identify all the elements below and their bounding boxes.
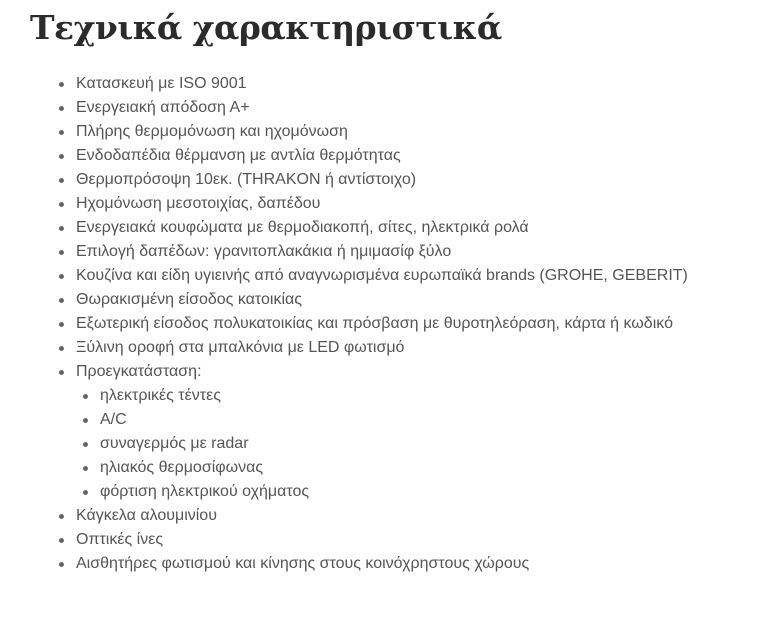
list-item: Οπτικές ίνες xyxy=(0,528,770,552)
list-item: Ενεργειακά κουφώματα με θερμοδιακοπή, σίτες, ηλεκτρικά ρολά xyxy=(0,216,770,240)
list-item: Κατασκευή με ISO 9001 xyxy=(0,72,770,96)
sub-list-item: φόρτιση ηλεκτρικού οχήματος xyxy=(76,480,770,504)
features-list xyxy=(0,72,770,576)
preinstall-label: Προεγκατάσταση: xyxy=(76,363,202,380)
list-item: Ενεργειακή απόδοση Α+ xyxy=(0,96,770,120)
list-item: Εξωτερική είσοδος πολυκατοικίας και πρόσβαση με θυροτηλεόραση, κάρτα ή κωδικό xyxy=(0,312,770,336)
list-item: Κουζίνα και είδη υγιεινής από αναγνωρισμένα ευρωπαϊκά brands (GROHE, GEBERIT) xyxy=(0,264,770,288)
list-item: Αισθητήρες φωτισμού και κίνησης στους κοινόχρηστους χώρους xyxy=(0,552,770,576)
page-title: Τεχνικά χαρακτηριστικά xyxy=(30,8,502,47)
preinstall-sublist xyxy=(76,384,770,504)
list-item: Πλήρης θερμομόνωση και ηχομόνωση xyxy=(0,120,770,144)
list-item: Κάγκελα αλουμινίου xyxy=(0,504,770,528)
list-item: Θερμοπρόσοψη 10εκ. (THRAKON ή αντίστοιχο) xyxy=(0,168,770,192)
list-item: Θωρακισμένη είσοδος κατοικίας xyxy=(0,288,770,312)
list-item: Ηχομόνωση μεσοτοιχίας, δαπέδου xyxy=(0,192,770,216)
sub-list-item: A/C xyxy=(76,408,770,432)
sub-list-item: ηλεκτρικές τέντες xyxy=(76,384,770,408)
list-item: Ξύλινη οροφή στα μπαλκόνια με LED φωτισμό xyxy=(0,336,770,360)
sub-list-item: συναγερμός με radar xyxy=(76,432,770,456)
sub-list-item: ηλιακός θερμοσίφωνας xyxy=(76,456,770,480)
list-item: Επιλογή δαπέδων: γρανιτοπλακάκια ή ημιμασίφ ξύλο xyxy=(0,240,770,264)
list-item: Ενδοδαπέδια θέρμανση με αντλία θερμότητας xyxy=(0,144,770,168)
list-item-preinstall xyxy=(0,360,770,504)
